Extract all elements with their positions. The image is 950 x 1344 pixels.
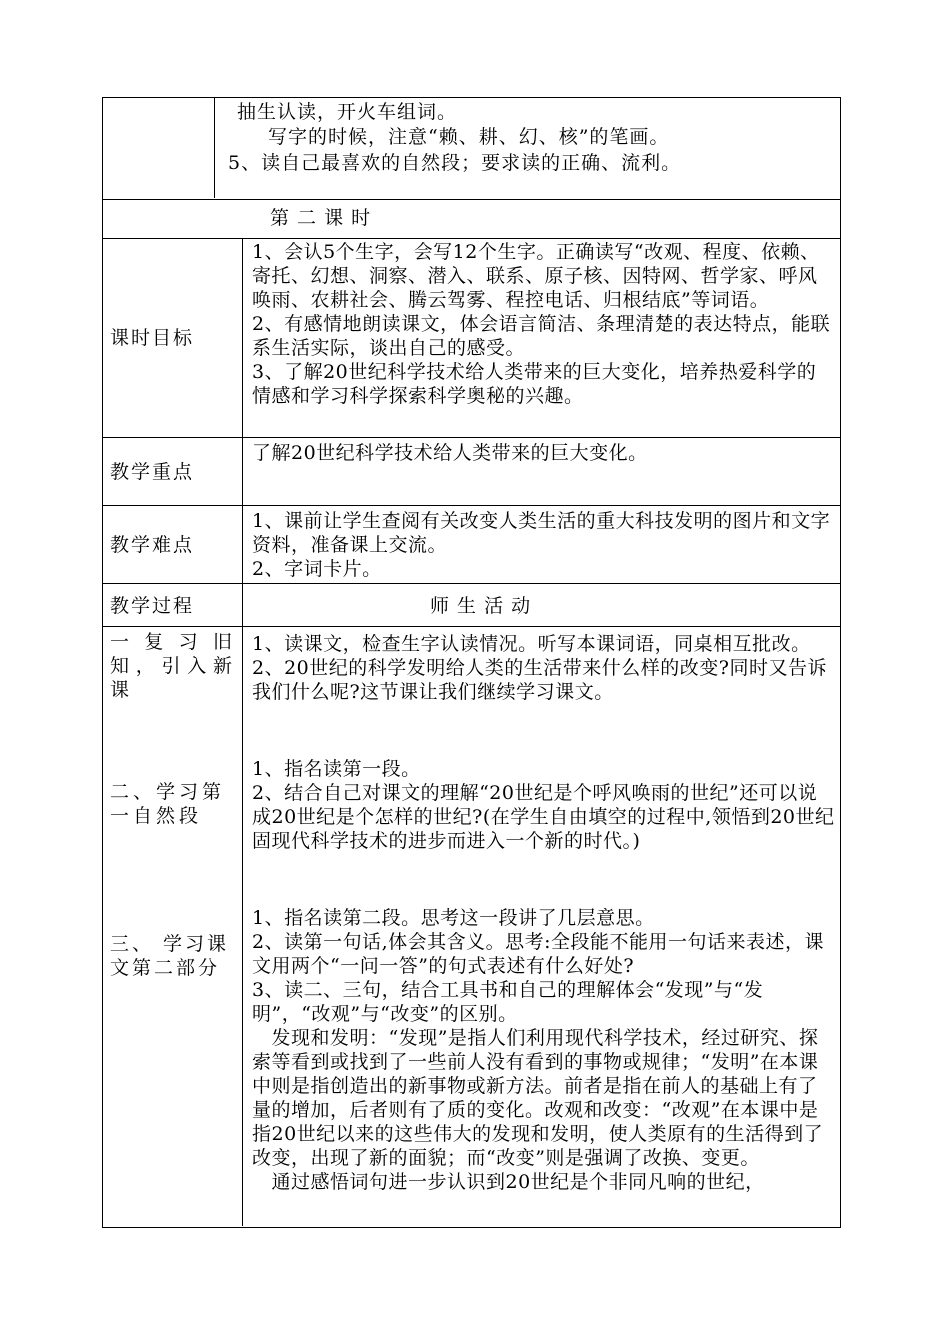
top-line-2: 写字的时候，注意“赖、耕、幻、核”的笔画。	[268, 126, 670, 148]
process-header-content: 师 生 活 动	[430, 595, 532, 617]
process-content-paragraph-1: 1、指名读第一段。 2、结合自己对课文的理解“20世纪是个呼风唤雨的世纪”还可以说成20世纪是个怎样的世纪?(在学生自由填空的过程中,领悟到20世纪固现代科学技术的进步而进入一个新的时代。)	[252, 758, 835, 852]
difficulties-content: 1、课前让学生查阅有关改变人类生活的重大科技发明的图片和文字资料，准备课上交流。 2、字词卡片。	[252, 510, 831, 580]
key-points-label: 教学重点	[110, 461, 195, 483]
top-line-1: 抽生认读，开火车组词。	[237, 101, 458, 123]
process-step-2-label: 二、学习第一自然段	[110, 781, 226, 827]
objectives-content: 1、会认5个生字，会写12个生字。正确读写“改观、程度、依赖、寄托、幻想、洞察、潜入、联系、原子核、因特网、哲学家、呼风唤雨、农耕社会、腾云驾雾、程控电话、归根结底”等词语。 2、有感情地朗读课文，体会语言简洁、条理清楚的表达特点，能联系生活实际，谈出自己的感受。 3、了解20世纪科学技术给人类带来的巨大变化，培养热爱科学的情感和学习科学探索科学奥秘的兴趣。	[252, 241, 831, 407]
top-line-3: 5、读自己最喜欢的自然段；要求读的正确、流利。	[228, 152, 682, 174]
section-title-row	[102, 199, 841, 239]
row-divider	[102, 505, 841, 506]
section-title: 第 二 课 时	[270, 207, 372, 229]
lesson-table-column-divider	[242, 238, 243, 1226]
process-content-part-2: 1、指名读第二段。思考这一段讲了几层意思。 2、读第一句话,体会其含义。思考:全段能不能用一句话来表述，课文用两个“一问一答”的句式表述有什么好处? 3、读二、三句，结合工具书和自己的理解体会“发现”与“发明”，“改观”与“改变”的区别。 发现和发明：“发现”是指人们利用现代科学技术，经过研究、探索等看到或找到了一些前人没有看到的事物或规律；“发明”在本课中则是指创造出的新事物或新方法。前者是指在前人的基础上有了量的增加，后者则有了质的变化。改观和改变：“改观”在本课中是指20世纪以来的这些伟大的发现和发明，使人类原有的生活得到了改变，出现了新的面貌；而“改变”则是强调了改换、变更。 通过感悟词句进一步认识到20世纪是个非同凡响的世纪，	[252, 907, 825, 1193]
difficulties-label: 教学难点	[110, 534, 195, 556]
process-content-review: 1、读课文，检查生字认读情况。听写本课词语，同桌相互批改。 2、20世纪的科学发明给人类的生活带来什么样的改变?同时又告诉我们什么呢?这节课让我们继续学习课文。	[252, 633, 827, 703]
process-label: 教学过程	[110, 595, 195, 617]
process-step-3-label: 三、 学习课文第二部分	[110, 933, 230, 979]
top-left-column-divider	[214, 97, 215, 198]
row-divider	[102, 583, 841, 584]
row-divider	[102, 437, 841, 438]
key-points-content: 了解20世纪科学技术给人类带来的巨大变化。	[252, 442, 648, 464]
objectives-label: 课时目标	[110, 327, 195, 349]
process-step-1-label: 一复习旧知，引入新课	[110, 631, 235, 701]
row-divider	[102, 626, 841, 627]
